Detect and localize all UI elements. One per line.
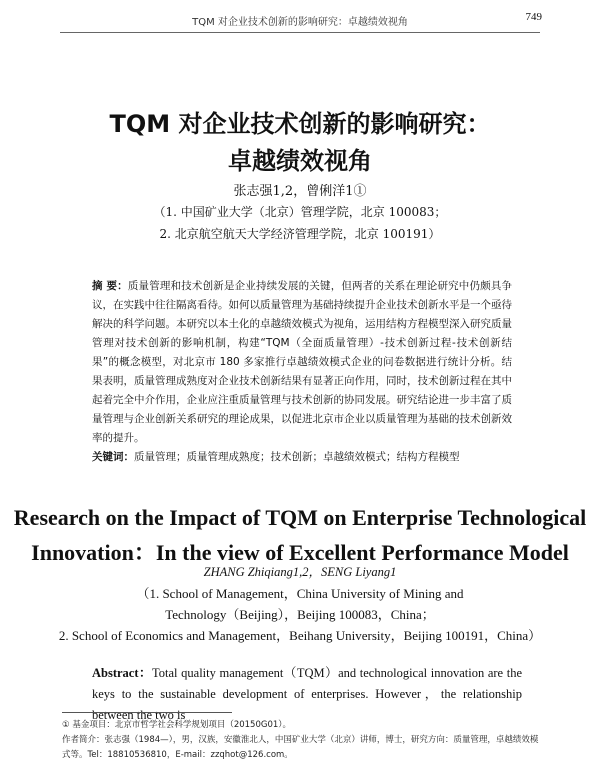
footnote-fund: ① 基金项目：北京市哲学社会科学规划项目（20150G01）。	[62, 720, 292, 730]
en-affiliation-1-cont: Technology（Beijing），Beijing 100083，China；	[165, 607, 435, 622]
footnote-rule	[62, 712, 232, 713]
en-affiliation-1: （1. School of Management，China University of Mining and	[136, 586, 464, 601]
cn-keywords	[92, 448, 512, 467]
en-title-line2: Innovation：In the view of Excellent Performance Model	[31, 540, 569, 565]
en-abstract-text: Total quality management（TQM）and technological innovation are the keys to the sustainable development of enterprises. However，the relationship between the two is	[92, 666, 522, 722]
cn-authors: 张志强1,2，曾俐洋1①	[233, 184, 367, 199]
cn-keywords-label: 关键词：	[92, 451, 134, 463]
cn-abstract-text: 质量管理和技术创新是企业持续发展的关键，但两者的关系在理论研究中仍颇具争议，在实践中往往隔离看待。如何以质量管理为基础持续提升企业技术创新水平是一个亟待解决的科学问题。本研究以本土化的卓越绩效模式为视角，运用结构方程模型深入研究质量管理对技术创新的影响机制，构建“TQM（全面质量管理）-技术创新过程-技术创新结果”的概念模型，对北京市 180 多家推行卓越绩效模式企业的问卷数据进行统计分析。结果表明，质量管理成熟度对企业技术创新结果有显著正向作用，同时，技术创新过程在其中起着完全中介作用，企业应注重质量管理与技术创新的协同发展。研究结论进一步丰富了质量管理与企业创新关系研究的理论成果，以促进北京市企业以质量管理为基础的技术创新效率的提升。	[92, 280, 512, 444]
page-number: 749	[525, 11, 542, 23]
en-abstract	[92, 663, 522, 726]
en-affiliation-2: 2. School of Economics and Management，Beihang University，Beijing 100191，China）	[58, 628, 542, 643]
en-authors: ZHANG Zhiqiang1,2，SENG Liyang1	[203, 565, 397, 579]
cn-abstract-label: 摘 要：	[92, 280, 128, 292]
cn-affiliation-2: 2. 北京航空航天大学经济管理学院，北京 100191）	[159, 227, 441, 241]
footnote-author-info: 作者简介：张志强（1984—），男，汉族，安徽淮北人，中国矿业大学（北京）讲师，博士，研究方向：质量管理，卓越绩效模式等。Tel：18810536810，E-mail：zzqhot@126.com。	[62, 735, 539, 760]
cn-title-line2: 卓越绩效视角	[228, 147, 372, 175]
header-rule	[60, 32, 540, 33]
en-abstract-label: Abstract：	[92, 666, 153, 680]
cn-abstract	[92, 277, 512, 448]
running-title: TQM 对企业技术创新的影响研究：卓越绩效视角	[192, 17, 408, 28]
cn-title-line1: TQM 对企业技术创新的影响研究：	[109, 110, 491, 138]
cn-keywords-text: 质量管理；质量管理成熟度；技术创新；卓越绩效模式；结构方程模型	[134, 451, 460, 463]
cn-affiliation-1: （1. 中国矿业大学（北京）管理学院，北京 100083；	[153, 205, 447, 219]
footnotes	[62, 718, 542, 763]
running-header	[0, 0, 600, 34]
en-title-line1: Research on the Impact of TQM on Enterprise Technological	[13, 505, 587, 530]
